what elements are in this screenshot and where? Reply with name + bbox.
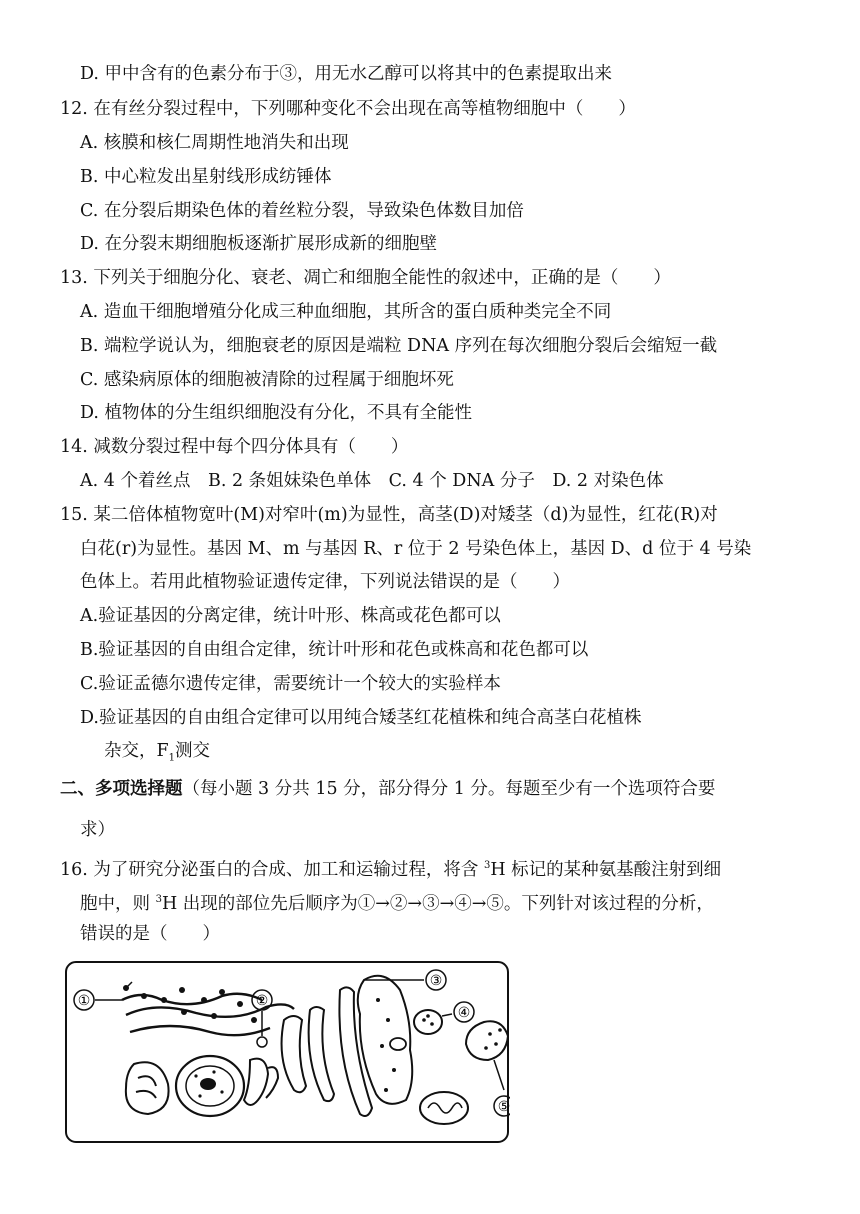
- section-2-heading: 二、多项选择题（每小题 3 分共 15 分，部分得分 1 分。每题至少有一个选项符合要: [60, 779, 716, 799]
- label-2: ②: [255, 993, 269, 1009]
- question-13: 13. 下列关于细胞分化、衰老、凋亡和细胞全能性的叙述中，正确的是（ ）: [60, 268, 671, 288]
- q13-option-a: A. 造血干细胞增殖分化成三种血细胞，其所含的蛋白质种类完全不同: [80, 302, 612, 322]
- section-2-heading-cont: 求）: [80, 820, 115, 840]
- question-14: 14. 减数分裂过程中每个四分体具有（ ）: [60, 437, 409, 457]
- q15-option-c: C.验证孟德尔遗传定律，需要统计一个较大的实验样本: [80, 674, 501, 694]
- q14-options: A. 4 个着丝点 B. 2 条姐妹染色单体 C. 4 个 DNA 分子 D. 2 对染色体: [80, 471, 664, 491]
- question-15-line-2: 白花(r)为显性。基因 M、m 与基因 R、r 位于 2 号染色体上，基因 D、d 位于 4 号染: [80, 539, 752, 559]
- q12-option-c: C. 在分裂后期染色体的着丝粒分裂，导致染色体数目加倍: [80, 201, 524, 221]
- label-3: ③: [429, 973, 443, 989]
- question-15-line-3: 色体上。若用此植物验证遗传定律，下列说法错误的是（ ）: [80, 572, 570, 592]
- q12-option-b: B. 中心粒发出星射线形成纺锤体: [80, 167, 332, 187]
- q12-option-a: A. 核膜和核仁周期性地消失和出现: [80, 133, 349, 153]
- label-4: ④: [457, 1005, 471, 1021]
- label-5: ⑤: [497, 1099, 510, 1115]
- q13-option-c: C. 感染病原体的细胞被清除的过程属于细胞坏死: [80, 370, 454, 390]
- label-1: ①: [77, 993, 91, 1009]
- question-16-line-2: 胞中，则 $^3$H 出现的部位先后顺序为①→②→③→④→⑤。下列针对该过程的分析，: [80, 893, 714, 914]
- q12-option-d: D. 在分裂末期细胞板逐渐扩展形成新的细胞壁: [80, 234, 438, 254]
- question-15-line-1: 15. 某二倍体植物宽叶(M)对窄叶(m)为显性，高茎(D)对矮茎（d)为显性，红花(R)对: [60, 505, 718, 525]
- cell-diagram: [64, 960, 510, 1144]
- q11-option-d: D. 甲中含有的色素分布于③，用无水乙醇可以将其中的色素提取出来: [80, 64, 613, 84]
- q13-option-d: D. 植物体的分生组织细胞没有分化，不具有全能性: [80, 403, 473, 423]
- q15-option-b: B.验证基因的自由组合定律，统计叶形和花色或株高和花色都可以: [80, 640, 589, 660]
- question-16-line-3: 错误的是（ ）: [80, 924, 220, 944]
- question-12: 12. 在有丝分裂过程中，下列哪种变化不会出现在高等植物细胞中（ ）: [60, 99, 636, 119]
- q13-option-b: B. 端粒学说认为，细胞衰老的原因是端粒 DNA 序列在每次细胞分裂后会缩短一截: [80, 336, 718, 356]
- q15-option-d-cont: 杂交，$F_1$测交: [104, 741, 211, 764]
- q15-option-a: A.验证基因的分离定律，统计叶形、株高或花色都可以: [80, 606, 501, 626]
- question-16-line-1: 16. 为了研究分泌蛋白的合成、加工和运输过程，将含 $^3$H 标记的某种氨基酸注射到细: [60, 859, 722, 880]
- q15-option-d: D.验证基因的自由组合定律可以用纯合矮茎红花植株和纯合高茎白花植株: [80, 708, 642, 728]
